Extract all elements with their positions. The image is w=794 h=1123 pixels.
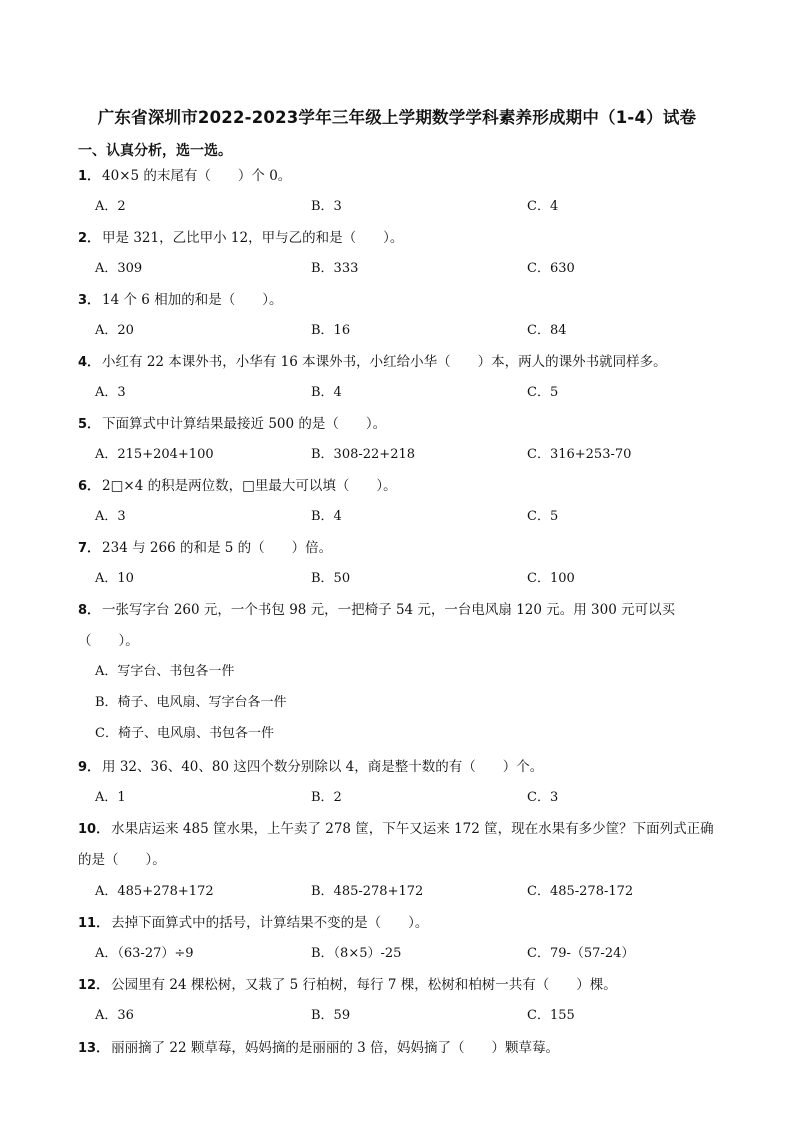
question-5 <box>78 414 386 435</box>
question-6 <box>78 476 397 497</box>
option-c: C．3 <box>527 790 559 805</box>
question-1 <box>78 166 291 187</box>
option-a: A．10 <box>95 571 134 586</box>
question-text: 去掉下面算式中的括号，计算结果不变的是（ ）。 <box>111 915 429 931</box>
question-text: 甲是 321，乙比甲小 12，甲与乙的和是（ ）。 <box>102 230 404 246</box>
option-a: A．（63-27）÷9 <box>95 946 194 961</box>
option-c: C．316+253-70 <box>527 447 632 462</box>
question-7 <box>78 538 332 559</box>
option-b: B．3 <box>311 199 342 214</box>
option-a: A．309 <box>95 261 143 276</box>
option-b: B．59 <box>311 1008 351 1023</box>
option-a: A．36 <box>95 1008 134 1023</box>
question-number: 7． <box>78 541 101 556</box>
section-heading: 一、认真分析，选一选。 <box>78 143 232 159</box>
option-b: B．4 <box>311 509 342 524</box>
page-title: 广东省深圳市2022-2023学年三年级上学期数学学科素养形成期中（1-4）试卷 <box>97 108 697 127</box>
option-b: B．椅子、电风扇、写字台各一件 <box>95 695 287 710</box>
option-b: B．485-278+172 <box>311 884 424 899</box>
option-c: C．100 <box>527 571 575 586</box>
question-text: 14 个 6 相加的和是（ ）。 <box>102 292 283 308</box>
question-9 <box>78 757 543 778</box>
question-number: 1． <box>78 169 101 184</box>
option-c: C．630 <box>527 261 575 276</box>
option-a: A．1 <box>95 790 126 805</box>
question-text: 下面算式中计算结果最接近 500 的是（ ）。 <box>102 416 387 432</box>
option-a: A．3 <box>95 385 126 400</box>
option-a: A．215+204+100 <box>95 447 214 462</box>
option-c: C．4 <box>527 199 559 214</box>
option-b: B．2 <box>311 790 342 805</box>
option-b: B．50 <box>311 571 351 586</box>
option-c: C．79-（57-24） <box>527 946 635 961</box>
option-a: A．20 <box>95 323 134 338</box>
option-c: C．84 <box>527 323 567 338</box>
question-text: 用 32、36、40、80 这四个数分别除以 4，商是整十数的有（ ）个。 <box>102 759 544 775</box>
option-a: A．2 <box>95 199 126 214</box>
question-3 <box>78 290 282 311</box>
question-text: 一张写字台 260 元，一个书包 98 元，一把椅子 54 元，一台电风扇 120 元。用 300 元可以买 <box>102 602 676 618</box>
option-b: B．333 <box>311 261 359 276</box>
question-number: 12． <box>78 978 110 993</box>
question-text: 2□×4 的积是两位数，□里最大可以填（ ）。 <box>102 478 397 494</box>
question-continuation: （ ）。 <box>78 633 139 649</box>
option-b: B．4 <box>311 385 342 400</box>
question-text: 40×5 的末尾有（ ）个 0。 <box>102 168 292 184</box>
question-8 <box>78 600 675 621</box>
question-13 <box>78 1038 559 1059</box>
option-c: C．椅子、电风扇、书包各一件 <box>95 726 274 741</box>
question-12 <box>78 975 617 996</box>
question-number: 13． <box>78 1041 110 1056</box>
question-number: 2． <box>78 231 101 246</box>
option-c: C．5 <box>527 385 559 400</box>
question-text: 丽丽摘了 22 颗草莓，妈妈摘的是丽丽的 3 倍，妈妈摘了（ ）颗草莓。 <box>111 1040 560 1056</box>
question-text: 公园里有 24 棵松树，又栽了 5 行柏树，每行 7 棵，松树和柏树一共有（ ）棵。 <box>111 977 617 993</box>
option-a: A．485+278+172 <box>95 884 214 899</box>
option-c: C．485-278-172 <box>527 884 634 899</box>
question-text: 水果店运来 485 筐水果，上午卖了 278 筐，下午又运来 172 筐，现在水果有多少筐？下面列式正确 <box>111 821 714 837</box>
question-number: 9． <box>78 760 101 775</box>
question-text: 小红有 22 本课外书，小华有 16 本课外书，小红给小华（ ）本，两人的课外书就同样多。 <box>102 354 667 370</box>
question-4 <box>78 352 667 373</box>
question-11 <box>78 913 428 934</box>
question-text: 234 与 266 的和是 5 的（ ）倍。 <box>102 540 333 556</box>
question-continuation: 的是（ ）。 <box>78 852 166 868</box>
question-number: 4． <box>78 355 101 370</box>
question-number: 5． <box>78 417 101 432</box>
question-2 <box>78 228 403 249</box>
option-a: A．写字台、书包各一件 <box>95 664 235 679</box>
option-b: B．（8×5）-25 <box>311 946 402 961</box>
question-number: 3． <box>78 293 101 308</box>
question-number: 11． <box>78 916 110 931</box>
question-number: 8． <box>78 603 101 618</box>
option-b: B．16 <box>311 323 351 338</box>
option-b: B．308-22+218 <box>311 447 416 462</box>
option-c: C．5 <box>527 509 559 524</box>
question-10 <box>78 819 714 840</box>
option-a: A．3 <box>95 509 126 524</box>
option-c: C．155 <box>527 1008 575 1023</box>
question-number: 6． <box>78 479 101 494</box>
question-number: 10． <box>78 822 110 837</box>
